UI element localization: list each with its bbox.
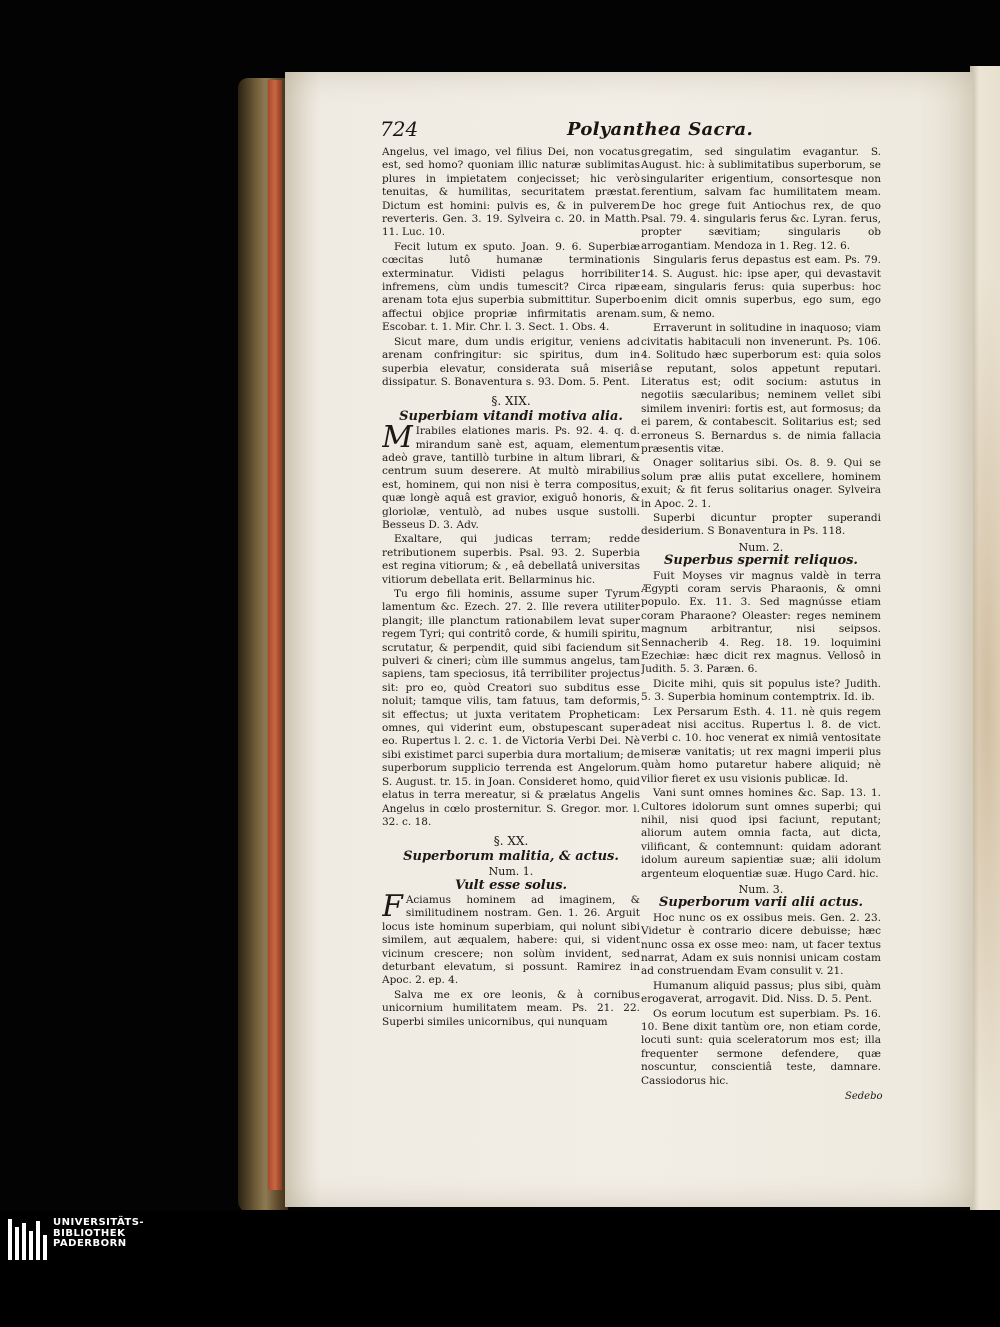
library-name-line3: PADERBORN: [53, 1238, 127, 1249]
running-head: [380, 117, 940, 147]
library-name: [53, 1218, 144, 1250]
subsection-number: Num. 1.: [488, 865, 534, 879]
page-number: 724: [380, 117, 419, 141]
library-name-line1: UNIVERSITÄTS-: [53, 1217, 145, 1228]
catchword: Sedebo: [845, 1091, 883, 1102]
paragraph: Humanum aliquid passus; plus sibi, quàm erogaverat, arrogavit. Did. Niss. D. 5. Pent.: [641, 979, 881, 1006]
paragraph: Onager solitarius sibi. Os. 8. 9. Qui se solum præ aliis putat excellere, hominem exuit; & fit ferus solitarius onager. Sylveira in Apoc. 2. 1.: [641, 457, 881, 510]
section-number: §. XIX.: [491, 394, 531, 409]
paragraph-text: Aciamus hominem ad imaginem, & similitudinem nostram. Gen. 1. 26. Arguit locus iste hominum superbiam, qui nolunt sibi similem, aut æqualem, habere: qui, si vident vicinum crescere; non solùm invident, sed deturbant elevatum, si possunt. Ramirez in Apoc. 2. ep. 4.: [382, 893, 640, 987]
paragraph: Os eorum locutum est superbiam. Ps. 16. 10. Bene dixit tantùm ore, non etiam corde, locuti sunt: quia sceleratorum mos est; illa frequenter sermone defendere, quæ noscuntur, conscientiâ teste, damnare. Cassiodorus hic.: [641, 1007, 881, 1087]
paragraph-with-initial: [382, 420, 640, 532]
page-edge-red: [268, 80, 282, 1190]
paragraph: gregatim, sed singulatim evagantur. S. August. hic: à sublimitatibus superborum, se singulariter erigentium, consortesque non ferentium, salvam fac humilitatem meam. De hoc grege fuit Antiochus rex, de quo Psal. 79. 4. singularis ferus &c. Lyran. ferus, propter sævitiam; singularis ob arrogantiam. Mendoza in 1. Reg. 12. 6.: [641, 146, 881, 252]
running-title: Polyanthea Sacra.: [567, 119, 754, 140]
initial-letter: M: [382, 420, 413, 456]
paragraph: Singularis ferus depastus est eam. Ps. 79. 14. S. August. hic: ipse aper, qui devastavit eam, singularis ferus: quia superbus: hoc enim dicit omnis superbus, ego sum, ego sum, & nemo.: [641, 254, 881, 320]
paragraph: Superbi dicuntur propter superandi desiderium. S Bonaventura in Ps. 118.: [641, 511, 881, 538]
initial-letter: F: [382, 888, 403, 924]
subsection-heading: Vult esse solus.: [454, 877, 568, 893]
text-column-left: [382, 146, 640, 1106]
paragraph: Angelus, vel imago, vel filius Dei, non vocatus est, sed homo? quoniam illic naturæ sublimitas plures in impietatem conjecisset; hic verò tenuitas, & humilitas, securitatem præstat. Dictum est homini: pulvis es, & in pulverem reverteris. Gen. 3. 19. Sylveira c. 20. in Matth. 11. Luc. 10.: [382, 146, 640, 239]
section-number: §. XX.: [493, 834, 529, 849]
paragraph: Hoc nunc os ex ossibus meis. Gen. 2. 23. Videtur è contrario dicere debuisse; hæc nunc ossa ex osse meo: nam, ut facer textus narrat, Adam ex suis nonnisi unicam costam ad construendam Evam consulit v. 21.: [641, 911, 881, 978]
library-name-line2: BIBLIOTHEK: [53, 1227, 126, 1239]
subsection-number: Num. 2.: [738, 540, 784, 554]
paragraph-text: Irabiles elationes maris. Ps. 92. 4. q. d. mirandum sanè est, aquam, elementum adeò grave, tantillò turbine in altum librari, & centrum suum deserere. At multò mirabilius est, hominem, qui non nisi è terra compositus, quæ longè aquâ est gravior, exiguô honoris, & gloriolæ, ventulò, ad nubes usque sustolli. Besseus D. 3. Adv.: [382, 425, 640, 531]
paragraph: Salva me ex ore leonis, & à cornibus unicornium humilitatem meam. Ps. 21. 22. Superbi similes unicornibus, qui nunquam: [382, 988, 640, 1028]
paragraph: Lex Persarum Esth. 4. 11. nè quis regem adeat nisi accitus. Rupertus l. 8. de vict. verbi c. 10. hoc venerat ex nimiâ ventositate miseræ vanitatis; ut rex magni imperii plus quàm homo putaretur habere aliquid; nè vilior fieret ex usu visionis publicæ. Id.: [641, 705, 881, 785]
paragraph: Sicut mare, dum undis erigitur, veniens ad arenam confringitur: sic spiritus, dum in superbia elevatur, considerata suâ miseriâ dissipatur. S. Bonaventura s. 93. Dom. 5. Pent.: [382, 335, 640, 388]
paragraph-with-initial: [382, 888, 640, 988]
library-logo-icon: [8, 1219, 50, 1260]
paragraph: Tu ergo fili hominis, assume super Tyrum lamentum &c. Ezech. 27. 2. Ille revera utiliter plangit; ille planctum rationabilem levat super regem Tyri; qui contritô corde, & humili spiritu, scrutatur, & perpendit, quid sibi faciendum sit pulveri & cineri; cùm ille summus angelus, tam sapiens, tam speciosus, itâ terribiliter projectus sit: pro eo, quòd Creatori suo subditus esse noluit; tamque vilis, tam fatuus, tam deformis, sit effectus; ut juxta veritatem Propheticam: omnes, qui viderint eum, obstupescant super eo. Rupertus l. 2. c. 1. de Victoria Verbi Dei. Nè sibi existimet parci superbia dura mortalium; de superborum supplicio terrenda est Angelorum. S. August. tr. 15. in Joan. Consideret homo, quid elatus in terra mereatur, si & prælatus Angelis Angelus in cœlo prosternitur. S. Gregor. mor. l. 32. c. 18.: [382, 588, 640, 828]
section-heading: Superbiam vitandi motiva alia.: [399, 408, 623, 424]
paragraph: Vani sunt omnes homines &c. Sap. 13. 1. Cultores idolorum sunt omnes superbi; qui nihil, nisi quod ipsi faciunt, reputant; aliorum autem omnia facta, aut dicta, vilificant, & contemnunt: quidam adorant idolum aureum sapientiæ suæ; alii idolum argenteum eloquentiæ suæ. Hugo Card. hic.: [641, 787, 881, 880]
paragraph: Dicite mihi, quis sit populus iste? Judith. 5. 3. Superbia hominum contemptrix. Id. ib.: [641, 677, 881, 704]
paragraph: Exaltare, qui judicas terram; redde retributionem superbis. Psal. 93. 2. Superbia est regina vitiorum; & , eâ debellatâ universitas vitiorum debellata erit. Bellarminus hic.: [382, 533, 640, 586]
paragraph: Erraverunt in solitudine in inaquoso; viam civitatis habitaculi non invenerunt. Ps. 106. 4. Solitudo hæc superborum est: quia solos se reputant, solos appetunt reputari. Literatus est; odit socium: astutus in negotiis sæcularibus; neminem vellet sibi similem inveniri: fortis est, aut formosus; da ei parem, & contabescit. Solitarius est; sed erroneus S. Bernardus s. de nimia fallacia præsentis vitæ.: [641, 322, 881, 455]
footer-bar: [0, 1210, 1000, 1327]
paragraph: Fecit lutum ex sputo. Joan. 9. 6. Superbiæ cœcitas lutô humanæ terminationis exterminatur. Vidisti pelagus horribiliter infremens, cùm undis tumescit? Circa ripæ arenam tota ejus superbia submittitur. Superbo affectui objice propriæ infirmitatis arenam. Escobar. t. 1. Mir. Chr. l. 3. Sect. 1. Obs. 4.: [382, 240, 640, 334]
section-heading: Superborum malitia, & actus.: [403, 848, 619, 864]
subsection-heading: Superbus spernit reliquos.: [664, 553, 858, 569]
subsection-number: Num. 3.: [738, 882, 784, 896]
text-column-right: [641, 146, 881, 1106]
paragraph: Fuit Moyses vir magnus valdè in terra Ægypti coram servis Pharaonis, & omni populo. Ex. 11. 3. Sed magnússe etiam coram Pharaone? Oleaster: reges neminem magnum arbitrantur, nisi seipsos. Sennacherib 4. Reg. 18. 19. loquimini Ezechiæ: hæc dicit rex magnus. Vellosô in Judith. 5. 3. Paræn. 6.: [641, 569, 881, 676]
subsection-heading: Superborum varii alii actus.: [658, 895, 864, 911]
